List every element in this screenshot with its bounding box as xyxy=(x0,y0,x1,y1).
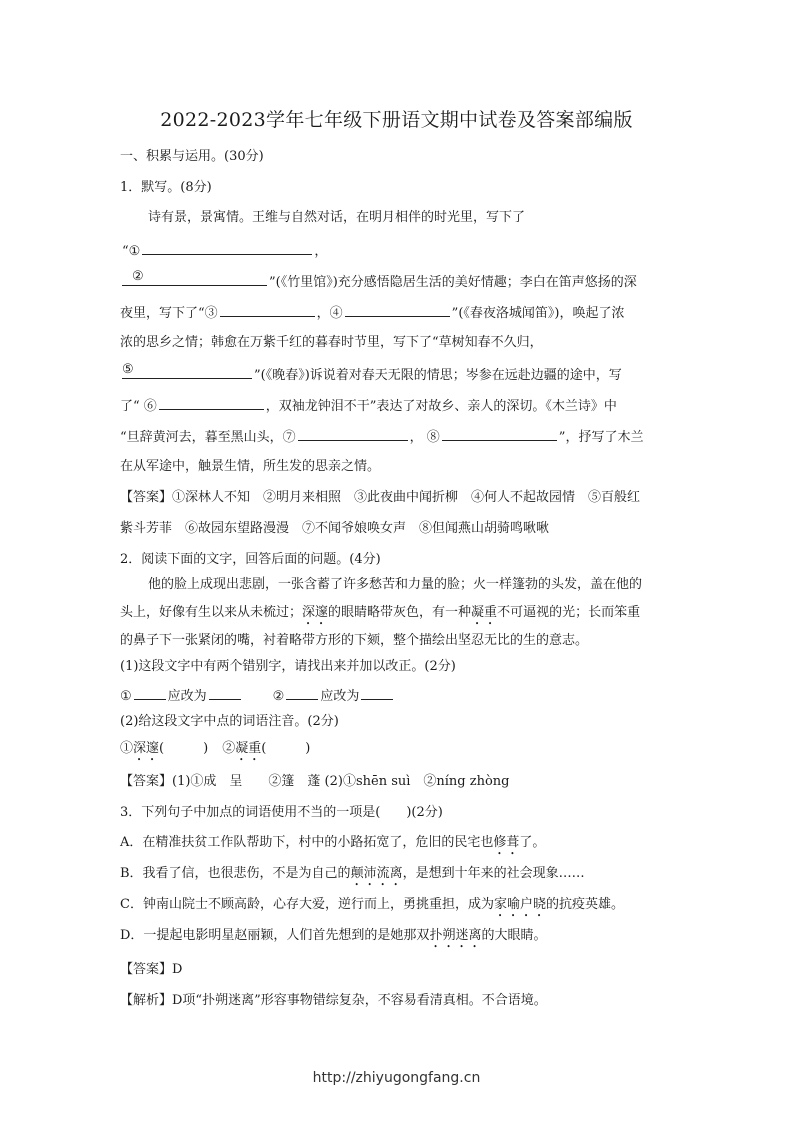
text-fragment: 应改为 xyxy=(320,689,360,704)
text-fragment: 不可逼视的光；长而笨重 xyxy=(497,605,641,620)
text-fragment: 的眼睛略带灰色，有一种 xyxy=(328,605,472,620)
page-title: 2022-2023学年七年级下册语文期中试卷及答案部编版 xyxy=(160,109,633,131)
answer-blank-7 xyxy=(298,426,408,441)
section-heading: 一、积累与运用。(30分) xyxy=(120,149,264,164)
question-2-sub-2-items xyxy=(120,739,680,764)
text-fragment: 头上，好像有生以来从未梳过； xyxy=(120,605,303,620)
dotted-word: 深邃 xyxy=(302,605,329,620)
text-fragment: D．一提起电影明星赵丽颖，人们首先想到的是她那双 xyxy=(120,928,430,943)
answer-blank-8 xyxy=(442,426,557,441)
text-fragment: ② xyxy=(222,741,236,756)
question-3-analysis: 【解析】D项“扑朔迷离”形容事物错综复杂，不容易看清真相。不合语境。 xyxy=(120,993,547,1008)
text-fragment: 应改为 xyxy=(167,689,207,704)
text-fragment: ，④ xyxy=(316,306,343,321)
question-3-answer: 【答案】D xyxy=(120,962,183,977)
answer-blank-5 xyxy=(122,364,252,379)
dotted-word: 凝重 xyxy=(235,741,262,756)
answer-blank xyxy=(209,685,241,700)
text-fragment: “旦辞黄河去，暮至黑山头，⑦ xyxy=(120,430,296,445)
question-1-line-3 xyxy=(120,271,680,293)
question-2-sub-2: (2)给这段文字中点的词语注音。(2分) xyxy=(120,714,339,729)
answer-blank-4 xyxy=(345,302,450,317)
question-1-answer-cont: 紫斗芳菲 ⑥故园东望路漫漫 ⑦不闻爷娘唤女声 ⑧但闻燕山胡骑鸣啾啾 xyxy=(120,521,550,536)
question-3-heading: 3．下列句子中加点的词语使用不当的一项是( )(2分) xyxy=(120,805,443,820)
text-fragment: 了“ ⑥ xyxy=(120,399,157,414)
answer-blank-2 xyxy=(122,271,267,286)
text-fragment: C．钟南山院士不顾高龄，心存大爱，逆行而上，勇挑重担，成为 xyxy=(120,897,494,912)
text-fragment: 的大眼睛。 xyxy=(481,928,547,943)
question-2-passage-1: 他的脸上成现出悲剧，一张含蓄了许多愁苦和力量的脸；火一样篷勃的头发，盖在他的 xyxy=(148,577,643,592)
question-1-line-9: 在从军途中，触景生情，所生发的思亲之情。 xyxy=(120,459,381,474)
answer-blank-3 xyxy=(220,302,315,317)
text-fragment: 了。 xyxy=(519,835,546,850)
dotted-word: 修葺 xyxy=(493,835,520,850)
question-2-answer: 【答案】(1)①成 呈 ②篷 蓬 (2)①shēn suì ②níng zhòng xyxy=(120,774,510,789)
text-fragment: 的抗疫英雄。 xyxy=(545,897,624,912)
text-fragment: ”(《竹里馆》)充分感悟隐居生活的美好情趣；李白在笛声悠扬的深 xyxy=(269,275,637,290)
text-fragment: A．在精准扶贫工作队帮助下，村中的小路拓宽了，危旧的民宅也 xyxy=(120,835,494,850)
dotted-word: 扑朔迷离 xyxy=(429,928,482,943)
dotted-word: 凝重 xyxy=(471,605,498,620)
blank-number: ② xyxy=(132,269,144,284)
question-2-passage-2 xyxy=(120,603,680,628)
text-fragment: B．我看了信，也很悲伤，不是为自己的 xyxy=(120,866,351,881)
dotted-word: 颠沛流离 xyxy=(350,866,403,881)
text-fragment: ( ) xyxy=(159,741,209,756)
question-1-line-2 xyxy=(122,240,682,262)
answer-blank-1 xyxy=(142,240,312,255)
text-fragment: ， xyxy=(314,244,328,259)
answer-blank xyxy=(134,685,166,700)
footer-url: http://zhiyugongfang.cn xyxy=(312,1070,481,1086)
dotted-word: 家喻户晓 xyxy=(493,897,546,912)
text-fragment: ，是想到十年来的社会现象…… xyxy=(402,866,585,881)
question-1-heading: 1．默写。(8分) xyxy=(120,180,212,195)
question-1-line-5: 浓的思乡之情；韩愈在万紫千红的暮春时节里，写下了“草树知春不久归， xyxy=(120,335,543,350)
text-fragment: 夜里，写下了“③ xyxy=(120,306,218,321)
question-3-option-b xyxy=(120,864,680,889)
text-fragment: “① xyxy=(122,244,141,259)
text-fragment: ， ⑧ xyxy=(409,430,440,445)
question-1-line-7 xyxy=(120,395,680,417)
text-fragment: ”，抒写了木兰 xyxy=(558,430,644,445)
text-fragment: ( ) xyxy=(261,741,311,756)
answer-blank xyxy=(286,685,318,700)
text-fragment: ① xyxy=(120,741,134,756)
question-1-answer: 【答案】①深林人不知 ②明月来相照 ③此夜曲中闻折柳 ④何人不起故园情 ⑤百般红 xyxy=(120,490,641,505)
question-1-line-6 xyxy=(120,364,680,386)
text-fragment: ”(《晚春》)诉说着对春天无限的情思；岑参在远赴边疆的途中，写 xyxy=(254,368,622,383)
text-fragment: ① xyxy=(120,689,132,704)
answer-blank-6 xyxy=(159,395,264,410)
blank-number: ⑤ xyxy=(122,362,134,377)
question-1-intro: 诗有景，景寓情。王维与自然对话，在明月相伴的时光里，写下了 xyxy=(148,210,526,225)
question-3-option-a xyxy=(120,833,680,858)
question-3-option-c xyxy=(120,895,680,920)
question-2-sub-1: (1)这段文字中有两个错别字，请找出来并加以改正。(2分) xyxy=(120,659,456,674)
dotted-word: 深邃 xyxy=(133,741,160,756)
question-1-line-4 xyxy=(120,302,680,324)
text-fragment: ② xyxy=(272,689,285,704)
question-2-sub-1-blanks xyxy=(120,685,680,707)
question-1-line-8 xyxy=(120,426,680,448)
answer-blank xyxy=(361,685,393,700)
question-3-option-d xyxy=(120,926,680,951)
text-fragment: ，双袖龙钟泪不干”表达了对故乡、亲人的深切。《木兰诗》中 xyxy=(265,399,617,414)
question-2-passage-3: 的鼻子下一张紧闭的嘴，衬着略带方形的下颏，整个描绘出坚忍无比的生的意志。 xyxy=(120,633,589,648)
text-fragment: ”(《春夜洛城闻笛》)，唤起了浓 xyxy=(451,306,625,321)
question-2-heading: 2．阅读下面的文字，回答后面的问题。(4分) xyxy=(120,552,381,567)
